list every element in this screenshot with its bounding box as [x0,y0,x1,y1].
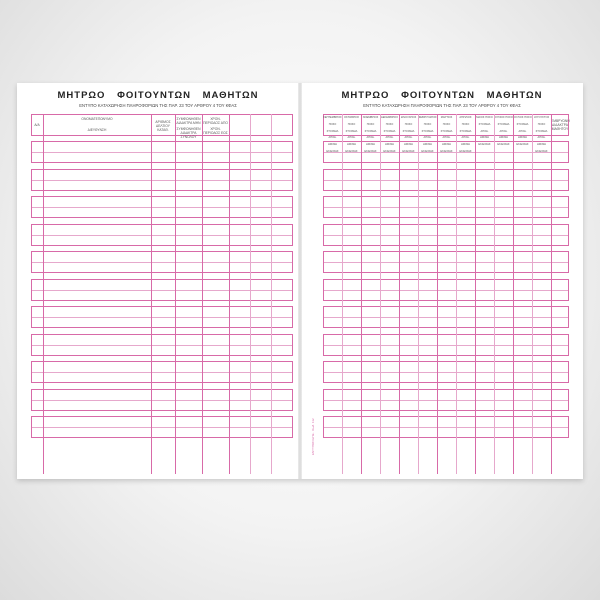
left-vline [151,114,152,474]
row-divider [32,427,292,428]
table-row[interactable] [31,141,293,163]
row-divider [32,235,292,236]
row-divider [32,345,292,346]
left-page [17,83,299,479]
header-col-no: Α/Α [34,123,40,127]
right-vline [361,114,362,474]
header-month-line: ΣΤΟΙΧΕΙΑ ΑΠΟΔ. [345,129,358,140]
header-month-line: ΗΜ/ΝΙΑ ΕΚΔΟΣΗΣ [326,143,339,153]
header-month-line: ΑΥΓΟΥΣΤΟΣ ΠΟΣΟ [533,116,550,126]
side-code: ΕΝΤΥΠΩΝ ΕΠΕ · Κωδ. 112 [311,418,315,455]
left-grid [31,114,293,474]
right-vline [494,114,495,474]
header-month-line: ΣΤΟΙΧΕΙΑ ΑΠΟΔ. [535,129,548,140]
open-ledger-book [17,83,583,479]
table-row[interactable] [31,251,293,273]
row-divider [32,207,292,208]
table-row[interactable] [31,416,293,438]
header-month-line: ΙΟΥΛΙΟΣ ΠΟΣΟ [513,116,532,119]
header-month-line: ΟΚΤΩΒΡΙΟΣ ΠΟΣΟ [343,116,360,126]
header-col-contract-total: ΣΥΜΦΩΝΗΘΕΝ ΔΙΔΑΚΤΡΑ ΣΥΝΟΛΟΥ [176,127,201,139]
right-vline [399,114,400,474]
right-vline [437,114,438,474]
row-divider [32,372,292,373]
right-vline [475,114,476,474]
row-divider [32,290,292,291]
header-month-line: ΜΑΙΟΣ ΠΟΣΟ [476,116,493,119]
table-row[interactable] [31,361,293,383]
header-month-line: ΝΟΕΜΒΡΙΟΣ ΠΟΣΟ [362,116,379,126]
header-col-period-from: ΧΡΟΝ. ΠΕΡΙΟΔΟΣ ΑΠΟ [203,117,228,125]
header-month-line: ΑΠΡΙΛΙΟΣ ΠΟΣΟ [459,116,472,126]
table-row[interactable] [31,389,293,411]
header-month-line: ΣΤΟΙΧΕΙΑ ΑΠΟΔ. [440,129,453,140]
header-month-line: ΣΤΟΙΧΕΙΑ ΑΠΟΔ. [459,129,472,140]
header-month-line: ΜΑΡΤΙΟΣ ΠΟΣΟ [440,116,453,126]
header-month-line: ΗΜ/ΝΙΑ ΕΚΔΟΣΗΣ [497,136,510,147]
right-vline [532,114,533,474]
header-month-line: ΣΤΟΙΧΕΙΑ ΑΠΟΔ. [478,122,491,133]
header-month-line: ΙΑΝΟΥΑΡΙΟΣ ΠΟΣΟ [400,116,417,126]
table-row[interactable] [31,334,293,356]
header-month-line: ΗΜ/ΝΙΑ ΕΚΔΟΣΗΣ [478,136,491,147]
header-month-line: ΙΟΥΝΙΟΣ ΠΟΣΟ [494,116,513,119]
left-vline [250,114,251,474]
left-page-title: ΜΗΤΡΩΟ ΦΟΙΤΟΥΝΤΩΝ ΜΑΘΗΤΩΝ [57,90,259,101]
table-row[interactable] [31,169,293,191]
header-month-line: ΣΤΟΙΧΕΙΑ ΑΠΟΔ. [497,122,510,133]
right-vline [342,114,343,474]
row-divider [32,317,292,318]
header-month-line: ΗΜ/ΝΙΑ ΕΚΔΟΣΗΣ [383,143,396,153]
header-month-line: ΣΕΠΤΕΜΒΡΙΟΣ ΠΟΣΟ [323,116,342,126]
right-page-title: ΜΗΤΡΩΟ ΦΟΙΤΟΥΝΤΩΝ ΜΑΘΗΤΩΝ [341,90,543,101]
right-grid [323,114,569,474]
left-vline [43,114,44,474]
header-month-line: ΗΜ/ΝΙΑ ΕΚΔΟΣΗΣ [535,143,548,153]
header-month-line: ΗΜ/ΝΙΑ ΕΚΔΟΣΗΣ [440,143,453,153]
header-month-line: ΗΜ/ΝΙΑ ΕΚΔΟΣΗΣ [402,143,415,153]
header-month-line: ΣΤΟΙΧΕΙΑ ΑΠΟΔ. [364,129,377,140]
header-col-period-to: ΧΡΟΝ. ΠΕΡΙΟΔΟΣ ΕΩΣ [203,127,228,135]
left-vline [271,114,272,474]
header-month-line: ΗΜ/ΝΙΑ ΕΚΔΟΣΗΣ [459,143,472,153]
right-vline [380,114,381,474]
header-month-line: ΗΜ/ΝΙΑ ΕΚΔΟΣΗΣ [364,143,377,153]
header-tuition: ΕΜΒΡΥΩΝΗ ΔΙΔΑΚΤΡΑ ΜΑΘΗΤΟΥ [551,119,570,131]
right-vline [456,114,457,474]
header-month-line: ΣΤΟΙΧΕΙΑ ΑΠΟΔ. [402,129,415,140]
header-month-line: ΣΤΟΙΧΕΙΑ ΑΠΟΔ. [421,129,434,140]
row-divider [32,262,292,263]
row-divider [32,180,292,181]
left-vline [175,114,176,474]
right-vline [551,114,552,474]
header-month-line: ΔΕΚΕΜΒΡΙΟΣ ΠΟΣΟ [381,116,398,126]
left-page-subtitle: ΕΝΤΥΠΟ ΚΑΤΑΧΩΡΗΣΗ ΠΛΗΡΟΦΟΡΙΩΝ ΤΗΣ ΠΑΡ. 23 ΤΟΥ ΑΡΘΡΟΥ 4 ΤΟΥ ΚΦΑΣ [79,103,237,108]
table-row[interactable] [31,306,293,328]
right-vline [418,114,419,474]
header-col-address: ΔΙΕΥΘΥΝΣΗ [87,128,107,132]
row-divider [32,152,292,153]
row-divider [32,400,292,401]
header-month-line: ΗΜ/ΝΙΑ ΕΚΔΟΣΗΣ [421,143,434,153]
header-month-line: ΣΤΟΙΧΕΙΑ ΑΠΟΔ. [383,129,396,140]
right-page [301,83,583,479]
left-vline [202,114,203,474]
right-page-subtitle: ΕΝΤΥΠΟ ΚΑΤΑΧΩΡΗΣΗ ΠΛΗΡΟΦΟΡΙΩΝ ΤΗΣ ΠΑΡ. 23 ΤΟΥ ΑΡΘΡΟΥ 4 ΤΟΥ ΚΦΑΣ [363,103,521,108]
table-row[interactable] [31,224,293,246]
table-row[interactable] [31,279,293,301]
header-col-contract-month: ΣΥΜΦΩΝΗΘΕΝ ΔΙΔΑΚΤΡΑ ΜΗΝ [176,117,201,125]
header-col-doc: ΑΡΙΘΜΟΣ ΔΕΛΤΙΟΥ ΚΑΤΑΘ. [155,120,171,132]
header-month-line: ΦΕΒΡΟΥΑΡΙΟΣ ΠΟΣΟ [418,116,437,126]
header-month-line: ΗΜ/ΝΙΑ ΕΚΔΟΣΗΣ [345,143,358,153]
header-col-name: ΟΝΟΜΑΤΕΠΩΝΥΜΟ [81,117,113,121]
right-vline [513,114,514,474]
left-vline [229,114,230,474]
header-month-line: ΣΤΟΙΧΕΙΑ ΑΠΟΔ. [326,129,339,140]
header-month-line: ΗΜ/ΝΙΑ ΕΚΔΟΣΗΣ [516,136,529,147]
table-row[interactable] [31,196,293,218]
header-month-line: ΣΤΟΙΧΕΙΑ ΑΠΟΔ. [516,122,529,133]
